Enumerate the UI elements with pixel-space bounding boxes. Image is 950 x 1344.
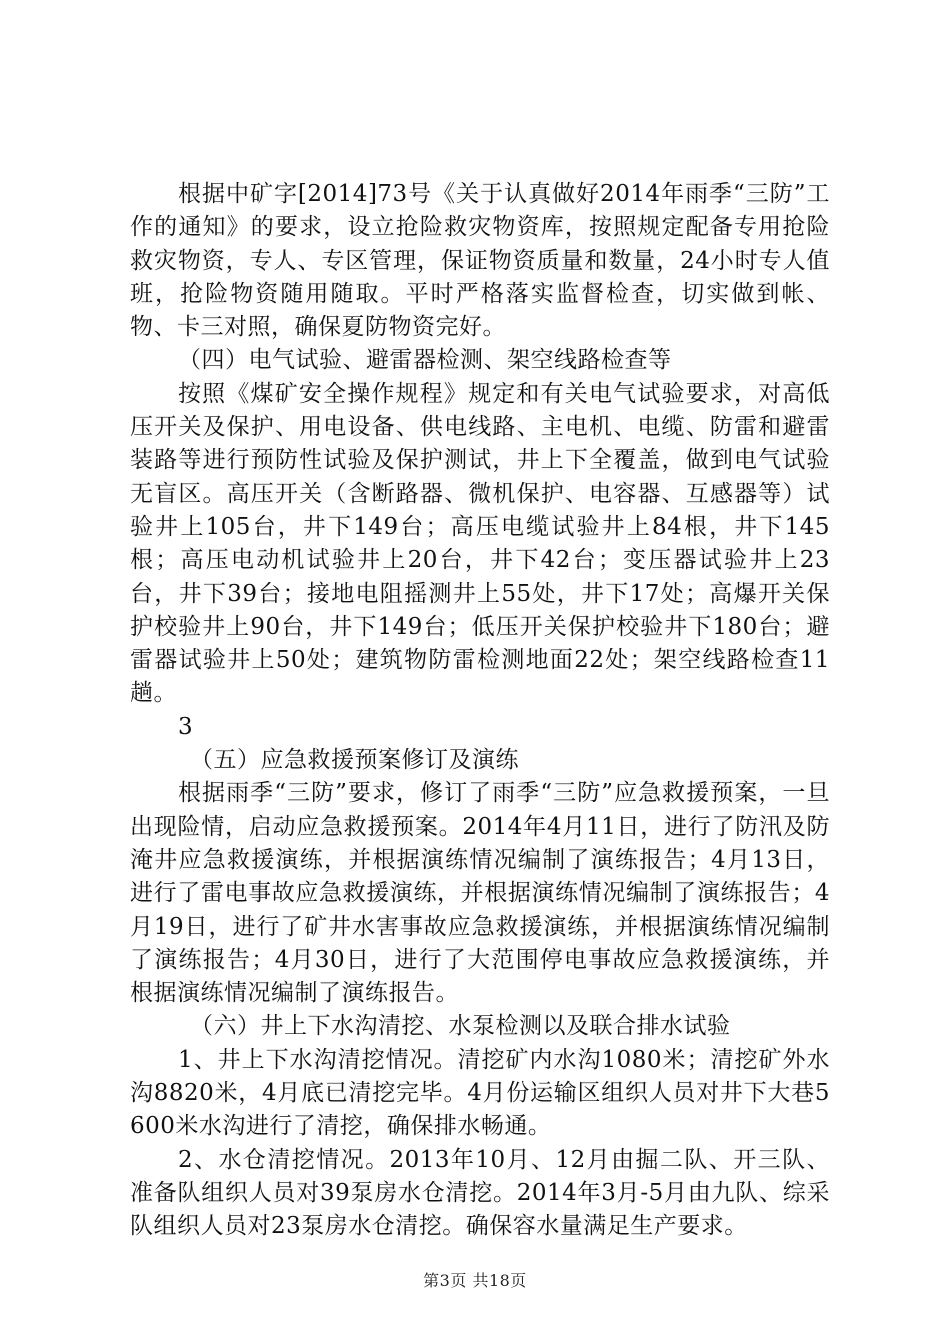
inline-page-number: 3 [178,713,193,740]
paragraph-supplies: 根据中矿字[2014]73号《关于认真做好2014年雨季“三防”工作的通知》的要求，设立抢险救灾物资库，按照规定配备专用抢险救灾物资，专人、专区管理，保证物资质量和数量，24小时专人值班，抢险物资随用随取。平时严格落实监督检查，切实做到帐、物、卡三对照，确保夏防物资完好。 [130,181,830,341]
document-body [130,178,830,1244]
section-heading-emergency-plan: （五）应急救援预案修订及演练 [190,747,519,774]
paragraph-sump-clearing: 2、水仓清挖情况。2013年10月、12月由掘二队、开三队、准备队组织人员对39泵房水仓清挖。2014年3月-5月由九队、综采队组织人员对23泵房水仓清挖。确保容水量满足生产要求。 [130,1146,830,1240]
paragraph-emergency-plan: 根据雨季“三防”要求，修订了雨季“三防”应急救援预案，一旦出现险情，启动应急救援预案。2014年4月11日，进行了防汛及防淹井应急救援演练，并根据演练情况编制了演练报告；4月13日，进行了雷电事故应急救援演练，并根据演练情况编制了演练报告；4月19日，进行了矿井水害事故应急救援演练，并根据演练情况编制了演练报告；4月30日，进行了大范围停电事故应急救援演练，并根据演练情况编制了演练报告。 [130,780,830,1007]
section-heading-drainage: （六）井上下水沟清挖、水泵检测以及联合排水试验 [190,1013,731,1040]
paragraph-ditch-clearing: 1、井上下水沟清挖情况。清挖矿内水沟1080米；清挖矿外水沟8820米，4月底已清挖完毕。4月份运输区组织人员对井下大巷5600米水沟进行了清挖，确保排水畅通。 [130,1046,830,1140]
paragraph-electrical-tests: 按照《煤矿安全操作规程》规定和有关电气试验要求，对高低压开关及保护、用电设备、供电线路、主电机、电缆、防雷和避雷装路等进行预防性试验及保护测试，井上下全覆盖，做到电气试验无盲区。高压开关（含断路器、微机保护、电容器、互感器等）试验井上105台，井下149台；高压电缆试验井上84根，井下145根；高压电动机试验井上20台，井下42台；变压器试验井上23台，井下39台；接地电阻摇测井上55处，井下17处；高爆开关保护校验井上90台，井下149台；低压开关保护校验井下180台；避雷器试验井上50处；建筑物防雷检测地面22处；架空线路检查11趟。 [130,380,830,707]
section-heading-electrical-tests: （四）电气试验、避雷器检测、架空线路检查等 [178,347,672,374]
page-footer: 第3页 共18页 [423,1271,527,1290]
